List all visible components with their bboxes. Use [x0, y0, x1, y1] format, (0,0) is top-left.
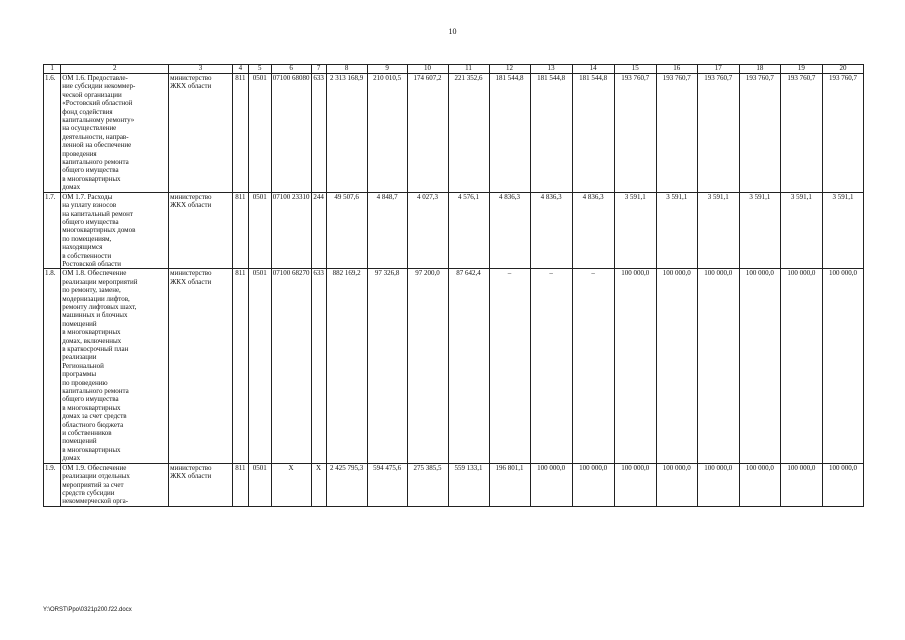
column-number: 9	[367, 65, 407, 74]
column-number: 10	[407, 65, 448, 74]
column-number: 18	[739, 65, 780, 74]
table-cell: 181 544,8	[530, 74, 572, 193]
table-cell: 811	[232, 74, 248, 193]
table-cell: 3 591,1	[656, 192, 697, 269]
column-number: 5	[248, 65, 271, 74]
table-cell: 0501	[248, 192, 271, 269]
table-cell: 100 000,0	[780, 269, 822, 463]
table-cell: 221 352,6	[448, 74, 489, 193]
table-row	[44, 269, 864, 463]
table-cell: 174 607,2	[407, 74, 448, 193]
table-row	[44, 192, 864, 269]
table-cell: –	[572, 269, 614, 463]
table-cell: 3 591,1	[697, 192, 739, 269]
table-cell: 275 385,5	[407, 463, 448, 506]
table-cell: 100 000,0	[656, 463, 697, 506]
table-cell: 3 591,1	[739, 192, 780, 269]
column-number: 20	[822, 65, 863, 74]
column-number: 19	[780, 65, 822, 74]
column-number: 6	[271, 65, 311, 74]
table-cell: 07100 68270	[271, 269, 311, 463]
table-cell: 49 507,6	[326, 192, 367, 269]
table-cell: 3 591,1	[780, 192, 822, 269]
column-number: 3	[169, 65, 233, 74]
column-number: 11	[448, 65, 489, 74]
file-path-footer: Y:\ORST\Ppo\0321p200.f22.docx	[43, 607, 132, 613]
responsible-executor: министерство ЖКХ области	[169, 192, 233, 269]
row-number: 1.8.	[44, 269, 61, 463]
responsible-executor: министерство ЖКХ области	[169, 463, 233, 506]
table-cell: 97 200,0	[407, 269, 448, 463]
table-cell: 100 000,0	[739, 269, 780, 463]
table-cell: 4 836,3	[489, 192, 530, 269]
table-cell: 3 591,1	[822, 192, 863, 269]
table-cell: 100 000,0	[572, 463, 614, 506]
table-cell: 594 475,6	[367, 463, 407, 506]
table-cell: 2 425 795,3	[326, 463, 367, 506]
table-cell: 193 760,7	[822, 74, 863, 193]
table-cell: 100 000,0	[656, 269, 697, 463]
column-number: 15	[614, 65, 656, 74]
table-cell: 633	[311, 74, 326, 193]
row-number: 1.7.	[44, 192, 61, 269]
column-number: 7	[311, 65, 326, 74]
table-cell: 07100 23310	[271, 192, 311, 269]
column-number: 12	[489, 65, 530, 74]
table-cell: 07100 68080	[271, 74, 311, 193]
table-cell: 811	[232, 463, 248, 506]
responsible-executor: министерство ЖКХ области	[169, 269, 233, 463]
table-cell: 4 836,3	[530, 192, 572, 269]
table-cell: 559 133,1	[448, 463, 489, 506]
table-cell: 87 642,4	[448, 269, 489, 463]
table-row	[44, 74, 864, 193]
table-cell: 210 010,5	[367, 74, 407, 193]
table-row	[44, 463, 864, 506]
table-cell: 0501	[248, 463, 271, 506]
table-cell: –	[530, 269, 572, 463]
column-number: 14	[572, 65, 614, 74]
column-number: 16	[656, 65, 697, 74]
table-cell: 0501	[248, 74, 271, 193]
table-cell: 193 760,7	[697, 74, 739, 193]
table-cell: 100 000,0	[614, 269, 656, 463]
budget-table	[43, 64, 864, 507]
table-cell: 193 760,7	[656, 74, 697, 193]
table-cell: 100 000,0	[822, 269, 863, 463]
table-cell: Х	[311, 463, 326, 506]
table-cell: 97 326,8	[367, 269, 407, 463]
measure-description: ОМ 1.8. Обеспечение реализации мероприятий по ремонту, замене, модернизации лифтов, ремонту лифтовых шахт, машинных и блочных помещений в многоквартирных домах, включенных в краткосрочный план реализации Региональной программы по проведению капитального ремонта общего имущества в многоквартирных домах за счет средств областного бюджета и собственников помещений в многоквартирных домах	[61, 269, 169, 463]
table-cell: 100 000,0	[614, 463, 656, 506]
table-cell: 100 000,0	[530, 463, 572, 506]
table-cell: 4 027,3	[407, 192, 448, 269]
column-number: 2	[61, 65, 169, 74]
table-cell: 100 000,0	[780, 463, 822, 506]
table-cell: 4 836,3	[572, 192, 614, 269]
responsible-executor: министерство ЖКХ области	[169, 74, 233, 193]
table-cell: 811	[232, 192, 248, 269]
column-number: 17	[697, 65, 739, 74]
table-cell: 181 544,8	[489, 74, 530, 193]
column-number: 1	[44, 65, 61, 74]
table-cell: 4 576,1	[448, 192, 489, 269]
measure-description: ОМ 1.7. Расходы на уплату взносов на капитальный ремонт общего имущества многоквартирных домов по помещениям, находящимся в собственности Ростовской области	[61, 192, 169, 269]
column-number: 4	[232, 65, 248, 74]
table-cell: 100 000,0	[822, 463, 863, 506]
table-cell: 196 801,1	[489, 463, 530, 506]
row-number: 1.9.	[44, 463, 61, 506]
column-number: 8	[326, 65, 367, 74]
page-number: 10	[448, 27, 457, 36]
table-cell: 882 169,2	[326, 269, 367, 463]
table-cell: 244	[311, 192, 326, 269]
table-cell: 193 760,7	[614, 74, 656, 193]
table-cell: 100 000,0	[739, 463, 780, 506]
table-cell: 100 000,0	[697, 269, 739, 463]
table-cell: 100 000,0	[697, 463, 739, 506]
column-number: 13	[530, 65, 572, 74]
table-cell: 3 591,1	[614, 192, 656, 269]
table-cell: Х	[271, 463, 311, 506]
column-number-row	[44, 65, 864, 74]
table-cell: 2 313 168,9	[326, 74, 367, 193]
measure-description: ОМ 1.6. Предоставле- ние субсидии некоммер- ческой организации «Ростовский областной фонд содействия капитальному ремонту» на осуществление деятельности, направ- ленной на обеспечение проведения капитального ремонта общего имущества в многоквартирных домах	[61, 74, 169, 193]
table-cell: –	[489, 269, 530, 463]
row-number: 1.6.	[44, 74, 61, 193]
table-cell: 633	[311, 269, 326, 463]
table-cell: 193 760,7	[780, 74, 822, 193]
table-cell: 181 544,8	[572, 74, 614, 193]
table-cell: 193 760,7	[739, 74, 780, 193]
table-cell: 4 848,7	[367, 192, 407, 269]
table-cell: 0501	[248, 269, 271, 463]
table-cell: 811	[232, 269, 248, 463]
measure-description: ОМ 1.9. Обеспечение реализации отдельных мероприятий за счет средств субсидии некоммерческой орга-	[61, 463, 169, 506]
